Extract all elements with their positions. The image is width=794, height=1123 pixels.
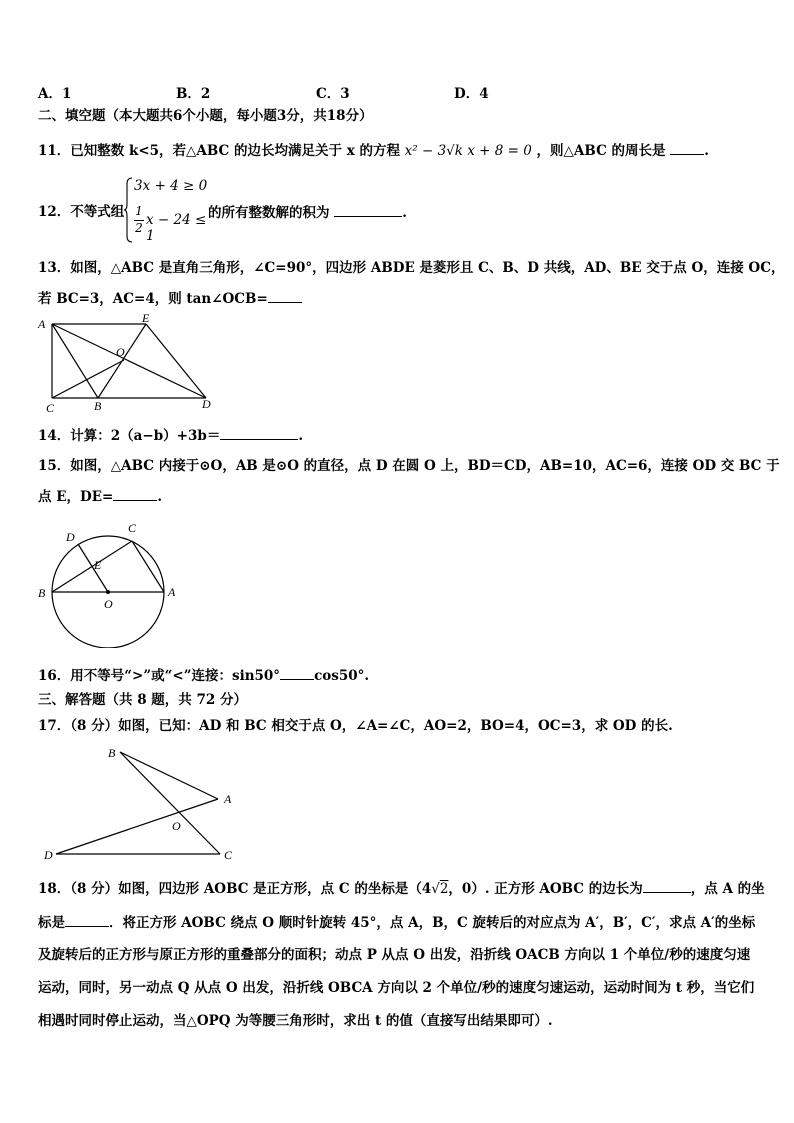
q11-text: 11．已知整数 k<5，若△ABC 的边长均满足关于 x 的方程 (38, 143, 400, 159)
fig15-label-o: O (104, 597, 113, 611)
q18-text-c: ，0）. 正方形 AOBC 的边长为 (448, 881, 643, 897)
q12-fraction-num: 1 (135, 204, 143, 218)
q12-tail: 的所有整数解的积为 . (208, 202, 407, 223)
q12-ineq-2: x − 24 ≤ 1 (146, 212, 207, 244)
fig15-label-e: E (94, 558, 102, 572)
q18-line-5: 相遇时同时停止运动，当△OPQ 为等腰三角形时，求出 t 的值（直接写出结果即可）. (38, 1013, 553, 1029)
q16-answer-blank[interactable] (280, 665, 314, 680)
q12-fraction-den: 2 (135, 221, 143, 235)
q12-answer-blank[interactable] (334, 202, 402, 217)
q13-text: 若 BC=3，AC=4，则 tan∠OCB= (38, 291, 268, 307)
q11-equation: x² − 3√k x + 8 = 0 (404, 143, 532, 159)
q15-text: 点 E，DE= (38, 489, 114, 505)
q15-line-2: 点 E，DE= . (38, 486, 162, 507)
fig17-label-a: A (224, 792, 232, 806)
section-heading-fill-blank: 二、填空题（本大题共6个小题，每小题3分，共18分） (38, 108, 373, 124)
fig17-label-d: D (44, 848, 53, 862)
q18-line-1: 18．（8 分）如图，四边形 AOBC 是正方形，点 C 的坐标是（4√2，0）. 正方形 AOBC 的边长为 ，点 A 的坐 (38, 878, 765, 899)
fig13-label-c: C (46, 401, 55, 415)
fig13-label-b: B (94, 399, 102, 413)
q14-answer-blank[interactable] (220, 425, 298, 440)
fig15-label-a: A (168, 585, 176, 599)
q12-ineq-1: 3x + 4 ≥ 0 (134, 178, 208, 194)
q18-text-a: 18．（8 分）如图，四边形 AOBC 是正方形，点 C 的坐标是（4 (38, 881, 432, 897)
fig13-label-d: D (202, 397, 211, 411)
fig15-label-b: B (38, 586, 46, 600)
figure-17 (38, 744, 248, 868)
option-b: B．2 (176, 86, 211, 102)
fig17-label-o: O (172, 819, 181, 833)
q15-answer-blank[interactable] (113, 486, 157, 501)
section-heading-solutions: 三、解答题（共 8 题，共 72 分） (38, 692, 247, 708)
q16-text: 16．用不等号“>”或“<”连接：sin50° (38, 668, 281, 684)
fig13-label-a: A (38, 317, 46, 331)
q12-text-post: 的所有整数解的积为 (208, 205, 330, 221)
fig13-label-e: E (142, 312, 150, 325)
q12-inequality-system (122, 174, 210, 246)
question-17: 17．（8 分）如图，已知：AD 和 BC 相交于点 O，∠A=∠C，AO=2，BO=4，OC=3，求 OD 的长. (38, 718, 673, 734)
q18-line-2 (38, 912, 755, 933)
option-d: D．4 (454, 86, 489, 102)
figure-13 (36, 312, 216, 420)
q18-side-blank[interactable] (643, 878, 691, 893)
figure-15 (34, 518, 184, 652)
q13-answer-blank[interactable] (268, 288, 302, 303)
question-14: 14．计算：2（a−b）+3b＝ . (38, 425, 303, 446)
q13-line-2 (38, 288, 302, 309)
q18-coord-blank[interactable] (65, 912, 109, 927)
q11-answer-blank[interactable] (670, 140, 704, 155)
q14-text: 14．计算：2（a−b）+3b＝ (38, 428, 221, 444)
fig17-label-b: B (108, 746, 116, 760)
fig15-label-c: C (128, 521, 137, 535)
q16-text-post: cos50°. (314, 668, 370, 684)
option-a: A．1 (38, 86, 72, 102)
fig17-label-c: C (224, 848, 233, 862)
q18-sqrt-value: 2 (439, 881, 449, 897)
q18-text-d: ，点 A 的坐 (690, 881, 765, 897)
fig15-label-d: D (66, 530, 75, 544)
q13-line-1: 13．如图，△ABC 是直角三角形，∠C=90°，四边形 ABDE 是菱形且 C、B、D 共线，AD、BE 交于点 O，连接 OC， (38, 260, 785, 276)
q18-line-3: 及旋转后的正方形与原正方形的重叠部分的面积；动点 P 从点 O 出发，沿折线 OACB 方向以 1 个单位/秒的速度匀速 (38, 947, 751, 963)
question-16 (38, 665, 369, 686)
q11-text-post: ，则△ABC 的周长是 (536, 143, 666, 159)
option-c: C．3 (316, 86, 350, 102)
q18-line-4: 运动，同时，另一动点 Q 从点 O 出发，沿折线 OBCA 方向以 2 个单位/秒的速度匀速运动，运动时间为 t 秒，当它们 (38, 980, 755, 996)
q18-text-l2b: ．将正方形 AOBC 绕点 O 顺时针旋转 45°，点 A，B，C 旋转后的对应点为 A′，B′，C′，求点 A′的坐标 (109, 915, 756, 931)
q18-text-l2a: 标是 (38, 915, 65, 931)
q12-label: 12．不等式组 (38, 204, 125, 220)
question-11: 11．已知整数 k<5，若△ABC 的边长均满足关于 x 的方程 x² − 3√k x + 8 = 0 ，则△ABC 的周长是 . (38, 140, 709, 161)
fig13-label-o: O (116, 345, 125, 359)
q15-line-1: 15．如图，△ABC 内接于⊙O，AB 是⊙O 的直径，点 D 在圆 O 上，BD＝CD，AB=10，AC=6，连接 OD 交 BC 于 (38, 458, 780, 474)
